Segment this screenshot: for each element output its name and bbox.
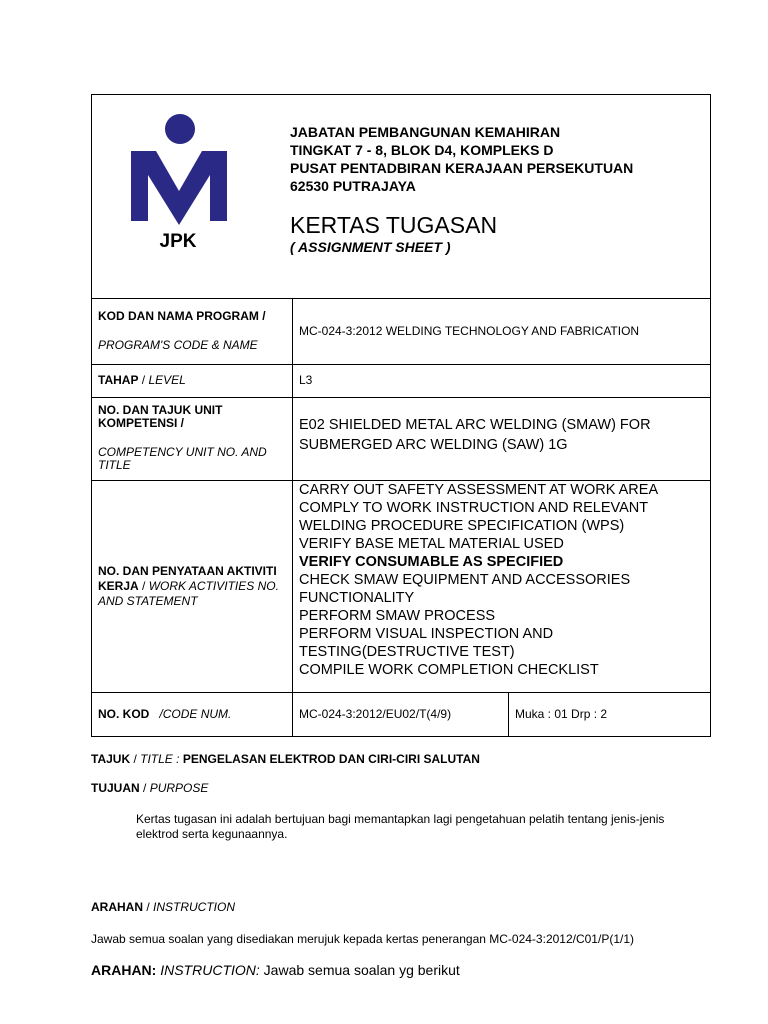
purpose-text: Kertas tugasan ini adalah bertujuan bagi memantapkan lagi pengetahuan pelatih tentang jenis-jenis elektrod serta kegunaannya. <box>136 812 665 841</box>
instruction-label-en: INSTRUCTION <box>153 900 236 914</box>
unit-label-cell <box>92 398 293 480</box>
activity-item: COMPILE WORK COMPLETION CHECKLIST <box>299 662 599 678</box>
activities-label-cell: NO. DAN PENYATAAN AKTIVITI KERJA / WORK ACTIVITIES NO. AND STATEMENT <box>92 481 293 692</box>
sheet-header <box>92 95 710 299</box>
program-row <box>92 299 710 365</box>
code-row <box>92 693 710 736</box>
jpk-logo-icon <box>128 113 228 253</box>
instruction2-text: Jawab semua soalan yg berikut <box>263 962 460 978</box>
level-value: L3 <box>299 373 313 387</box>
instruction-label: ARAHAN <box>91 900 143 914</box>
program-label-cell <box>92 299 293 364</box>
level-label-cell: TAHAP / LEVEL <box>92 365 293 397</box>
instruction2-label: ARAHAN: <box>91 962 157 978</box>
unit-label-en: COMPETENCY UNIT NO. AND TITLE <box>98 445 267 472</box>
title-label-en: TITLE : <box>140 752 180 766</box>
instruction-heading: ARAHAN / INSTRUCTION <box>91 900 236 914</box>
assignment-title: TAJUK / TITLE : PENGELASAN ELEKTROD DAN CIRI-CIRI SALUTAN <box>91 752 480 766</box>
purpose-label: TUJUAN <box>91 781 140 795</box>
code-value-cell <box>293 693 710 736</box>
level-row <box>92 365 710 398</box>
instruction2 <box>91 962 460 978</box>
activity-item: PERFORM SMAW PROCESS <box>299 608 496 624</box>
unit-label: NO. DAN TAJUK UNIT KOMPETENSI / <box>98 403 223 430</box>
org-line: 62530 PUTRAJAYA <box>290 178 416 194</box>
activity-item: VERIFY BASE METAL MATERIAL USED <box>299 536 564 552</box>
title-label: TAJUK <box>91 752 131 766</box>
unit-row <box>92 398 710 481</box>
level-label-en: LEVEL <box>148 373 186 387</box>
activities-label-en: WORK ACTIVITIES NO. AND STATEMENT <box>98 579 279 608</box>
code-label-en: /CODE NUM. <box>159 707 232 721</box>
purpose-label-en: PURPOSE <box>149 781 209 795</box>
activities-row <box>92 481 710 693</box>
logo-text: JPK <box>159 231 197 252</box>
title-value: PENGELASAN ELEKTROD DAN CIRI-CIRI SALUTAN <box>182 752 480 766</box>
activity-item: CARRY OUT SAFETY ASSESSMENT AT WORK AREA <box>299 482 659 498</box>
code-label: NO. KOD <box>98 707 150 721</box>
organization-address <box>290 123 633 195</box>
code-number: MC-024-3:2012/EU02/T(4/9) <box>293 693 509 736</box>
code-label-cell <box>92 693 293 736</box>
unit-value: E02 SHIELDED METAL ARC WELDING (SMAW) FOR SUBMERGED ARC WELDING (SAW) 1G <box>299 417 651 453</box>
page-number: Muka : 01 Drp : 2 <box>515 707 608 721</box>
program-value: MC-024-3:2012 WELDING TECHNOLOGY AND FABRICATION <box>299 324 640 338</box>
purpose-heading: TUJUAN / PURPOSE <box>91 781 209 795</box>
jpk-logo <box>128 113 228 253</box>
program-label-en: PROGRAM'S CODE & NAME <box>98 338 258 352</box>
level-label: TAHAP <box>98 373 139 387</box>
document-subtitle: ( ASSIGNMENT SHEET ) <box>290 239 451 255</box>
assignment-sheet-table <box>91 94 711 737</box>
activity-item: COMPLY TO WORK INSTRUCTION AND RELEVANT WELDING PROCEDURE SPECIFICATION (WPS) <box>299 500 648 534</box>
program-label: KOD DAN NAMA PROGRAM / <box>98 309 266 323</box>
activity-item: CHECK SMAW EQUIPMENT AND ACCESSORIES FUNCTIONALITY <box>299 572 631 606</box>
org-line: JABATAN PEMBANGUNAN KEMAHIRAN <box>290 124 561 140</box>
activity-item-current: VERIFY CONSUMABLE AS SPECIFIED <box>299 554 564 570</box>
activities-list <box>293 481 710 692</box>
activity-item: PERFORM VISUAL INSPECTION AND TESTING(DESTRUCTIVE TEST) <box>299 626 554 660</box>
org-line: PUSAT PENTADBIRAN KERAJAAN PERSEKUTUAN <box>290 160 634 176</box>
document-title: KERTAS TUGASAN <box>290 212 498 238</box>
instruction-text: Jawab semua soalan yang disediakan merujuk kepada kertas penerangan MC-024-3:2012/C01/P(1/1) <box>91 932 634 946</box>
activities-label: NO. DAN PENYATAAN AKTIVITI KERJA <box>98 564 277 593</box>
org-line: TINGKAT 7 - 8, BLOK D4, KOMPLEKS D <box>290 142 554 158</box>
instruction2-label-en: INSTRUCTION: <box>160 962 260 978</box>
